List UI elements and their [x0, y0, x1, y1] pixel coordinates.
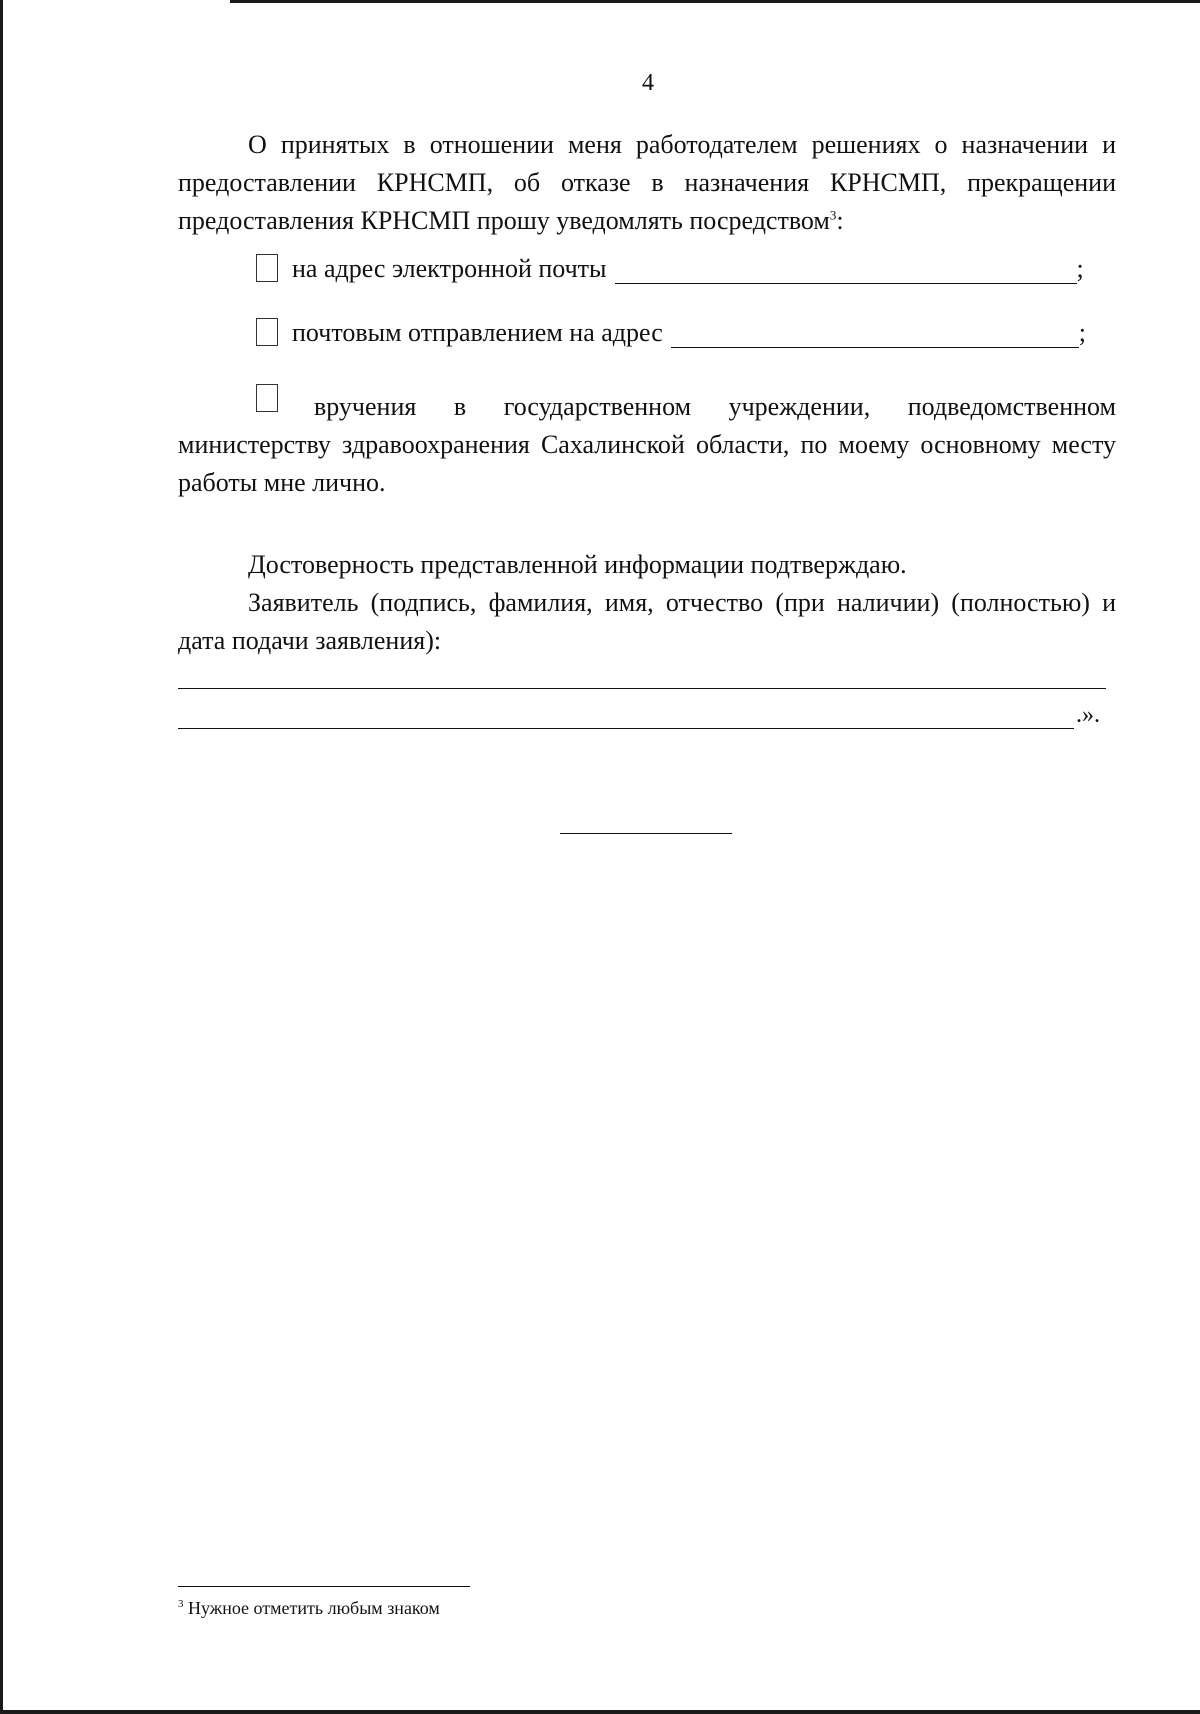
footnote-text: Нужное отметить любым знаком	[188, 1598, 440, 1618]
footnote-separator	[178, 1586, 470, 1587]
email-terminator: ;	[1076, 254, 1084, 283]
postal-terminator: ;	[1078, 318, 1086, 347]
footnote-ref: 3	[829, 207, 837, 223]
postal-label: почтовым отправлением на адрес	[292, 318, 663, 347]
section-separator	[560, 833, 732, 834]
page-border-left	[0, 0, 3, 1714]
postal-address-field[interactable]	[671, 321, 1079, 348]
intro-suffix: :	[836, 206, 844, 235]
option-email	[256, 254, 1084, 284]
option-in-person: вручения в государственном учреждении, подведомственном министерству здравоохранения Сахалинской области, по моему основному месту работы мне лично.	[178, 392, 1116, 497]
signature-end: .».	[1076, 702, 1100, 728]
page-border-top	[230, 0, 1200, 3]
signature-line-2[interactable]	[178, 728, 1074, 729]
email-field[interactable]	[615, 257, 1077, 284]
signature-line-1[interactable]	[178, 688, 1106, 689]
intro-text: О принятых в отношении меня работодателем решениях о назначении и предоставлении КРНСМП, об отказе в назначения КРНСМП, прекращении предоставления КРНСМП прошу уведомлять посредством	[178, 130, 1116, 235]
page-border-bottom	[0, 1710, 1200, 1714]
option-postal	[256, 318, 1086, 348]
footnote	[178, 1598, 440, 1619]
page-number: 4	[642, 70, 654, 96]
confirmation-text: Достоверность представленной информации подтверждаю.	[248, 550, 907, 579]
email-checkbox[interactable]	[256, 254, 278, 282]
intro-paragraph	[178, 126, 1116, 240]
email-label: на адрес электронной почты	[292, 254, 607, 283]
postal-checkbox[interactable]	[256, 318, 278, 346]
footnote-number: 3	[178, 1598, 184, 1610]
applicant-text: Заявитель (подпись, фамилия, имя, отчество (при наличии) (полностью) и дата подачи заявления):	[178, 588, 1116, 655]
